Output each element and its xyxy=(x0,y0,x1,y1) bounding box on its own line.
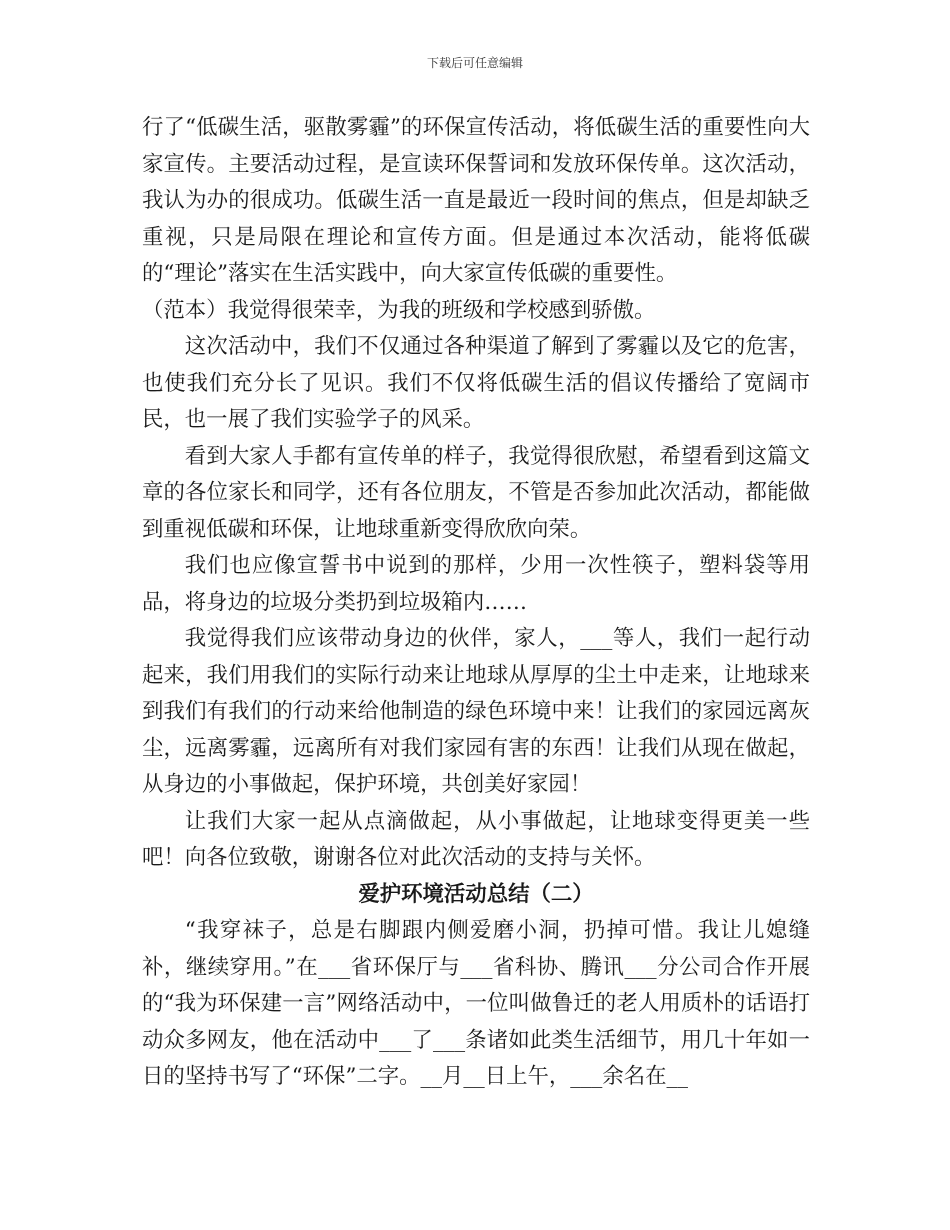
paragraph: （范本）我觉得很荣幸，为我的班级和学校感到骄傲。 xyxy=(142,297,656,323)
paragraph: 让我们大家一起从点滴做起，从小事做起，让地球变得更美一些吧！向各位致敬，谢谢各位对此次活动的支持与关怀。 xyxy=(142,808,810,870)
page-header: 下载后可任意编辑 xyxy=(426,56,523,70)
paragraph: “我穿袜子，总是右脚跟内侧爱磨小洞，扔掉可惜。我让儿媳缝补，继续穿用。”在___省环保厅与___省科协、腾讯___分公司合作开展的“我为环保建一言”网络活动中，一位叫做鲁迁的老人用质朴的话语打动众多网友，他在活动中___了___条诸如此类生活细节，用几十年如一日的坚持书写了“环保”二字。__月__日上午，___余名在__ xyxy=(142,918,810,1089)
section-title: 爱护环境活动总结（二） xyxy=(358,881,594,907)
paragraph: 我觉得我们应该带动身边的伙伴，家人，___等人，我们一起行动起来，我们用我们的实际行动来让地球从厚厚的尘土中走来，让地球来到我们有我们的行动来给他制造的绿色环境中来！让我们的家园远离灰尘，远离雾霾，远离所有对我们家园有害的东西！让我们从现在做起，从身边的小事做起，保护环境，共创美好家园！ xyxy=(142,626,810,797)
paragraph: 这次活动中，我们不仅通过各种渠道了解到了雾霾以及它的危害，也使我们充分长了见识。我们不仅将低碳生活的倡议传播给了宽阔市民，也一展了我们实验学子的风采。 xyxy=(142,334,810,432)
paragraph: 我们也应像宣誓书中说到的那样，少用一次性筷子，塑料袋等用品，将身边的垃圾分类扔到垃圾箱内…… xyxy=(142,553,810,615)
paragraph: 行了“低碳生活，驱散雾霾”的环保宣传活动，将低碳生活的重要性向大家宣传。主要活动过程，是宣读环保誓词和发放环保传单。这次活动，我认为办的很成功。低碳生活一直是最近一段时间的焦点，但是却缺乏重视，只是局限在理论和宣传方面。但是通过本次活动，能将低碳的“理论”落实在生活实践中，向大家宣传低碳的重要性。 xyxy=(142,115,810,286)
document-body xyxy=(142,110,810,1096)
paragraph: 看到大家人手都有宣传单的样子，我觉得很欣慰，希望看到这篇文章的各位家长和同学，还有各位朋友，不管是否参加此次活动，都能做到重视低碳和环保，让地球重新变得欣欣向荣。 xyxy=(142,443,810,542)
